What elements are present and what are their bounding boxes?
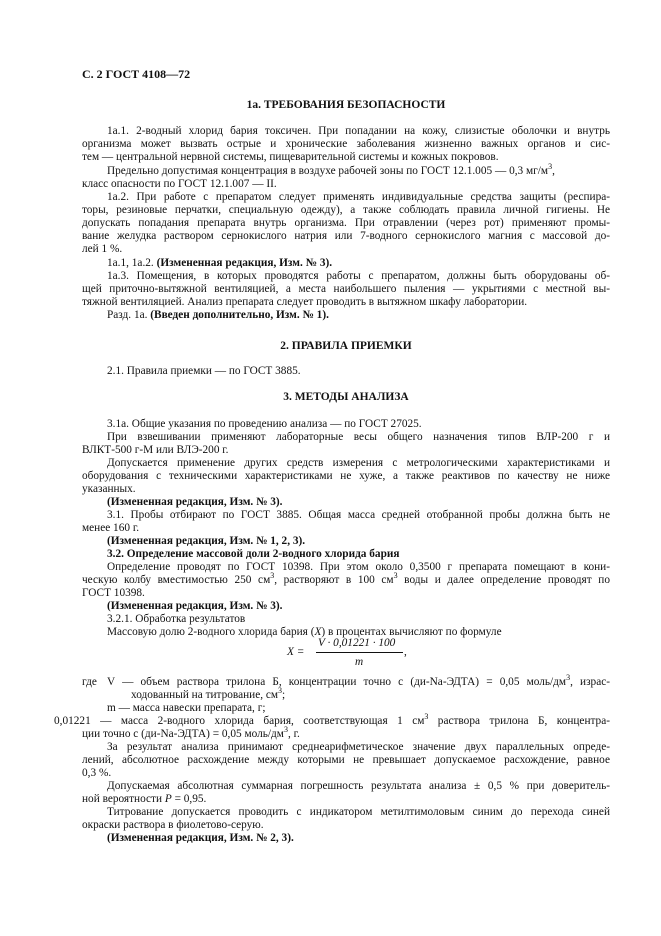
text-line: Титрование допускается проводить с индикатором метилтимоловым синим до перехода синей [107,806,610,818]
section-2-title: 2. ПРАВИЛА ПРИЕМКИ [280,340,412,352]
text-line: 3.1. Пробы отбирают по ГОСТ 3885. Общая масса средней отобранной пробы должна быть не [107,509,610,521]
text-run: , [552,165,555,177]
text-line: 3.1а. Общие указания по проведению анализа — по ГОСТ 27025. [107,418,422,430]
text-line: вание желудка раствором сернокислого натрия или 7-водного сернокислого магния с массовой до- [82,230,610,242]
superscript: 3 [278,686,283,696]
text-run: ной вероятности [82,793,165,805]
formula-comma: , [404,646,407,658]
text-run: = 0,95. [171,793,207,805]
text-line [82,725,610,741]
text-line [82,793,610,806]
text-line: лений, абсолютное расхождение между которыми не превышает допускаемое расхождение, равное [82,754,610,766]
superscript: 3 [283,725,288,735]
text-line: 3.2.1. Обработка результатов [107,613,246,625]
text-run: , растворяют в 100 см [274,574,394,586]
text-run: 1а.1, 1а.2. [107,257,157,269]
text-line: лей 1 %. [82,243,123,255]
superscript: 3 [270,571,275,581]
text-line: окраски раствора в фиолетово-серую. [82,819,264,831]
text-run: ; [282,689,286,701]
text-line: За результат анализа принимают среднеарифметическое значение двух параллельных опреде- [107,741,610,753]
section-1a-title: 1а. ТРЕБОВАНИЯ БЕЗОПАСНОСТИ [246,99,446,111]
formula-denominator: m [355,656,364,668]
text-run: V — объем раствора трилона Б, концентрации точно c (ди-Na-ЭДТА) = 0,05 моль/дм [107,676,567,688]
text-line [82,571,610,587]
text-run: ческую колбу вместимостью 250 см [82,574,271,586]
text-line: Допускается применение других средств измерения с метрологическими характеристиками и [107,457,610,469]
text-run: ходованный на титрование, см [131,689,279,701]
text-run: , израс- [570,676,610,688]
amendment-note: (Введен дополнительно, Изм. № 1). [150,309,329,321]
text-line: ГОСТ 10398. [82,587,145,599]
text-line: щей приточно-вытяжной вентиляцией, а места наибольшего пыления — укрытиями с местной вы- [82,283,610,295]
text-line [107,673,610,689]
amendment-note: (Измененная редакция, Изм. № 1, 2, 3). [107,535,306,547]
superscript: 3 [566,673,571,683]
text-line: класс опасности по ГОСТ 12.1.007 — II. [82,178,277,190]
text-line: ВЛКТ-500 г-М или ВЛЭ-200 г. [82,444,229,456]
text-line: 1а.1. 2-водный хлорид бария токсичен. При попадании на кожу, слизистые оболочки и внутрь [107,125,610,137]
subsection-title: 3.2. Определение массовой доли 2-водного хлорида бария [107,548,400,560]
text-run: 0,01221 — масса 2-водного хлорида бария, соответствующая 1 см [54,715,425,727]
text-line: торы, резиновые перчатки, специальную одежду), а также соблюдать правила личной гигиены. Не [82,204,610,216]
symbol-x: X [314,626,322,638]
where-label: где [82,676,97,688]
text-line [131,686,610,702]
text-run: Предельно допустимая концентрация в воздухе рабочей зоны по ГОСТ 12.1.005 — 0,3 мг/м [107,165,549,177]
text-run: ) в процентах вычисляют по формуле [321,626,502,638]
text-line: 0,3 %. [82,767,112,779]
text-line: тем — центральной нервной системы, пищеварительной системы и кожных покровов. [82,151,499,163]
amendment-note: (Измененная редакция, Изм. № 3). [156,257,333,269]
text-line: m — масса навески препарата, г; [107,702,266,714]
text-line: организма может вызвать острые и хронические заболевания жизненно важных органов и сис- [82,138,610,150]
text-line: менее 160 г. [82,522,140,534]
section-3-title: 3. МЕТОДЫ АНАЛИЗА [283,391,409,403]
text-run: Массовую долю 2-водного хлорида бария ( [107,626,315,638]
text-line: Определение проводят по ГОСТ 10398. При этом около 0,3500 г препарата помещают в кони- [107,561,610,573]
amendment-note: (Измененная редакция, Изм. № 2, 3). [107,832,294,844]
amendment-note: (Измененная редакция, Изм. № 3). [107,600,283,612]
fraction-bar [316,652,403,653]
text-line [82,162,610,178]
amendment-line [82,257,610,270]
text-line: тяжной вентиляцией. Анализ препарата следует проводить в вытяжном шкафу лаборатории. [82,296,528,308]
formula-numerator: V · 0,01221 · 100 [318,637,396,649]
text-line: оборудования с техническими характеристиками не хуже, а также реактивов по качеству не ниже [82,470,610,482]
text-line: При взвешивании применяют лабораторные весы общего назначения типов ВЛР-200 г и [107,431,610,443]
superscript: 3 [424,712,429,722]
text-line [54,712,610,728]
symbol-p: P [164,793,172,805]
text-line: 2.1. Правила приемки — по ГОСТ 3885. [107,365,301,377]
text-run: Разд. 1а. [107,309,151,321]
text-line: указанных. [82,483,136,495]
superscript: 3 [548,162,553,172]
superscript: 3 [393,571,398,581]
text-line: 1а.3. Помещения, в которых проводятся работы с препаратом, должны быть оборудованы об- [107,270,610,282]
amendment-line [82,309,610,322]
formula-lhs: X = [287,646,305,658]
text-line: допускать попадания препарата внутрь организма. При отравлении (через рот) применяют промы- [82,217,610,229]
text-line: 1а.2. При работе с препаратом следует применять индивидуальные средства защиты (респира- [107,191,610,203]
amendment-note: (Измененная редакция, Изм. № 3). [107,496,283,508]
text-run: ции точно c (ди-Na-ЭДТА) = 0,05 моль/дм [82,728,284,740]
page-header: С. 2 ГОСТ 4108—72 [82,67,191,81]
text-run: , г. [287,728,300,740]
text-run: воды и далее определение проводят по [397,574,610,586]
text-run: раствора трилона Б, концентра- [428,715,610,727]
text-line: Допускаемая абсолютная суммарная погрешность результата анализа ± 0,5 % при доверитель- [107,780,610,792]
